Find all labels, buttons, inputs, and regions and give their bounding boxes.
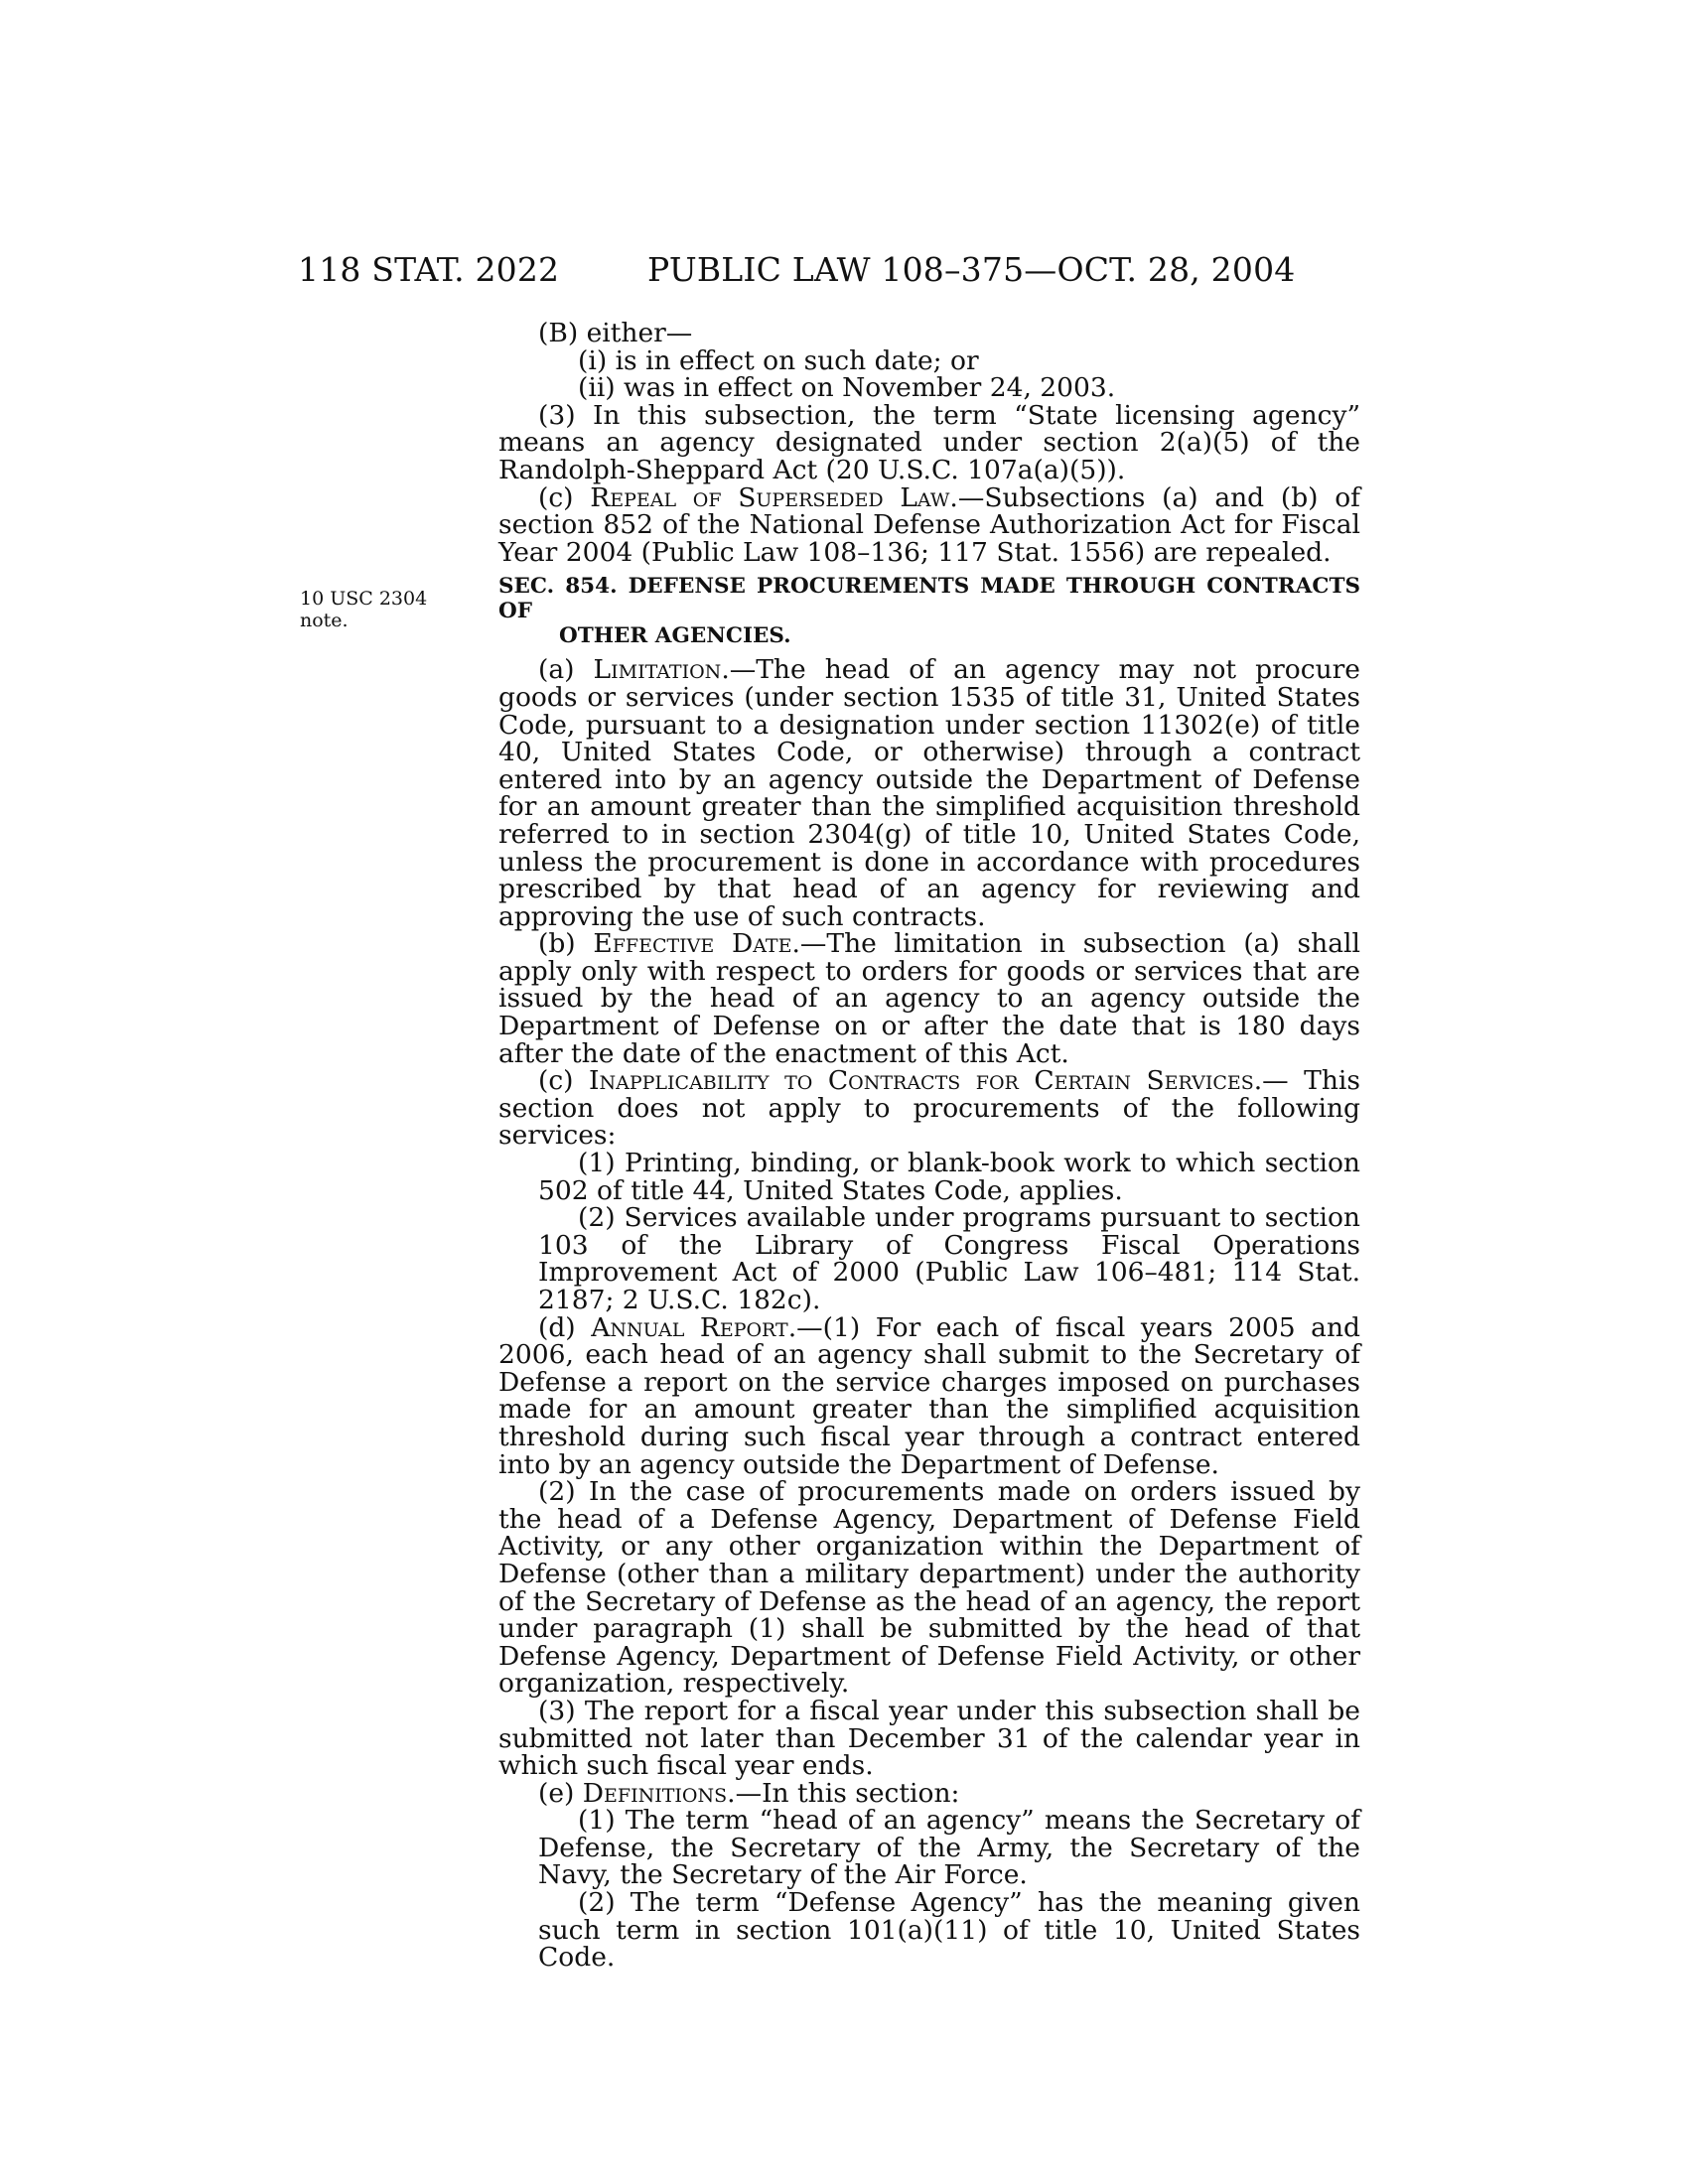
subsection-d-annual-report	[498, 1311, 1360, 1480]
subsection-heading: Effective Date	[593, 928, 792, 960]
subsection-text: .—The head of an agency may not procure goods or services (under section 1535 of title 31, United States Code, pursuant to a designation under section 11302(e) of title 40, United States Code, or otherwise) through a contract entered into by an agency outside the Department of Defense for an amount greater than the simplified acquisition threshold referred to in section 2304(g) of title 10, United States Code, unless the procurement is done in accordance with procedures prescribed by that head of an agency for reviewing and approving the use of such contracts.	[498, 654, 1360, 932]
page-stat-citation: 118 STAT. 2022	[298, 250, 560, 289]
paragraph-c-1	[498, 1150, 1360, 1204]
paragraph-c-2	[498, 1204, 1360, 1313]
subsection-heading: Annual Report	[591, 1311, 788, 1343]
subsection-heading: Definitions	[582, 1777, 728, 1809]
paragraph-text: (1) The term “head of an agency” means the Secretary of Defense, the Secretary of the Army, the Secretary of the Navy, the Secretary of the Air Force.	[538, 1805, 1360, 1891]
subsection-heading: Inapplicability to Contracts for Certain Services	[589, 1065, 1254, 1097]
document-body	[498, 320, 1360, 1972]
paragraph-d-3: (3) The report for a fiscal year under this subsection shall be submitted not later than December 31 of the calendar year in which such fiscal year ends.	[498, 1695, 1360, 1782]
section-heading-line: OTHER AGENCIES.	[559, 623, 791, 649]
subsection-heading: Repeal of Superseded Law	[590, 481, 950, 513]
subsection-text: .—Subsections (a) and (b) of section 852 of the National Defense Authorization Act for Fiscal Year 2004 (Public Law 108–136; 117 Stat. 1556) are repealed.	[498, 481, 1360, 568]
subsection-label: (c)	[538, 1065, 590, 1097]
margin-note-line: 10 USC 2304	[300, 588, 428, 610]
margin-note-line: note.	[300, 610, 349, 631]
paragraph-3-definition: (3) In this subsection, the term “State licensing agency” means an agency designated under section 2(a)(5) of the Randolph-Sheppard Act (20 U.S.C. 107a(a)(5)).	[498, 399, 1360, 485]
section-heading	[498, 574, 1360, 648]
subsection-label: (a)	[538, 654, 594, 686]
subsection-text: .—(1) For each of fiscal years 2005 and 2006, each head of an agency shall submit to the Secretary of Defense a report on the service charges imposed on purchases made for an amount greater than the simplified acquisition threshold during such fiscal year through a contract entered into by an agency outside the Department of Defense.	[498, 1311, 1360, 1480]
subsection-label: (c)	[538, 481, 591, 513]
paragraph-text: (2) Services available under programs pursuant to section 103 of the Library of Congress Fiscal Operations Improvement Act of 2000 (Public Law 106–481; 114 Stat. 2187; 2 U.S.C. 182c).	[538, 1202, 1360, 1315]
paragraph-text: (2) The term “Defense Agency” has the meaning given such term in section 101(a)(11) of title 10, United States Code.	[538, 1887, 1360, 1974]
paragraph-d-2: (2) In the case of procurements made on orders issued by the head of a Defense Agency, Department of Defense Field Activity, or any other organization within the Department of Defense (other than a military department) under the authority of the Secretary of Defense as the head of an agency, the report under paragraph (1) shall be submitted by the head of that Defense Agency, Department of Defense Field Activity, or other organization, respectively.	[498, 1476, 1360, 1700]
clause-i: (i) is in effect on such date; or	[578, 344, 979, 376]
subsection-text: .—In this section:	[727, 1777, 960, 1809]
subsection-text: .—The limitation in subsection (a) shall apply only with respect to orders for goods or services that are issued by the head of an agency to an agency outside the Department of Defense on or after the date that is 180 days after the date of the enactment of this Act.	[498, 928, 1360, 1069]
paragraph-b-either: (B) either—	[538, 318, 693, 348]
paragraph-e-2	[498, 1889, 1360, 1972]
subsection-text: .— This section does not apply to procurements of the following services:	[498, 1065, 1360, 1152]
subsection-a-limitation	[498, 656, 1360, 930]
paragraph-text: (1) Printing, binding, or blank-book work to which section 502 of title 44, United States Code, applies.	[538, 1148, 1360, 1206]
subsection-heading: Limitation	[593, 654, 722, 686]
subsection-label: (d)	[538, 1311, 592, 1343]
subsection-b-effective-date	[498, 930, 1360, 1067]
section-heading-line: SEC. 854. DEFENSE PROCUREMENTS MADE THROUGH CONTRACTS OF	[498, 574, 1360, 624]
paragraph-e-1	[498, 1807, 1360, 1889]
running-header-law: PUBLIC LAW 108–375—OCT. 28, 2004	[647, 250, 1296, 289]
subsection-label: (b)	[538, 928, 594, 960]
subsection-c-inapplicability	[498, 1067, 1360, 1150]
subsection-c-repeal	[498, 481, 1360, 568]
margin-citation-note	[300, 588, 427, 631]
clause-ii: (ii) was in effect on November 24, 2003.	[578, 372, 1116, 404]
subsection-label: (e)	[538, 1777, 583, 1809]
subsection-e-definitions	[498, 1777, 1360, 1809]
